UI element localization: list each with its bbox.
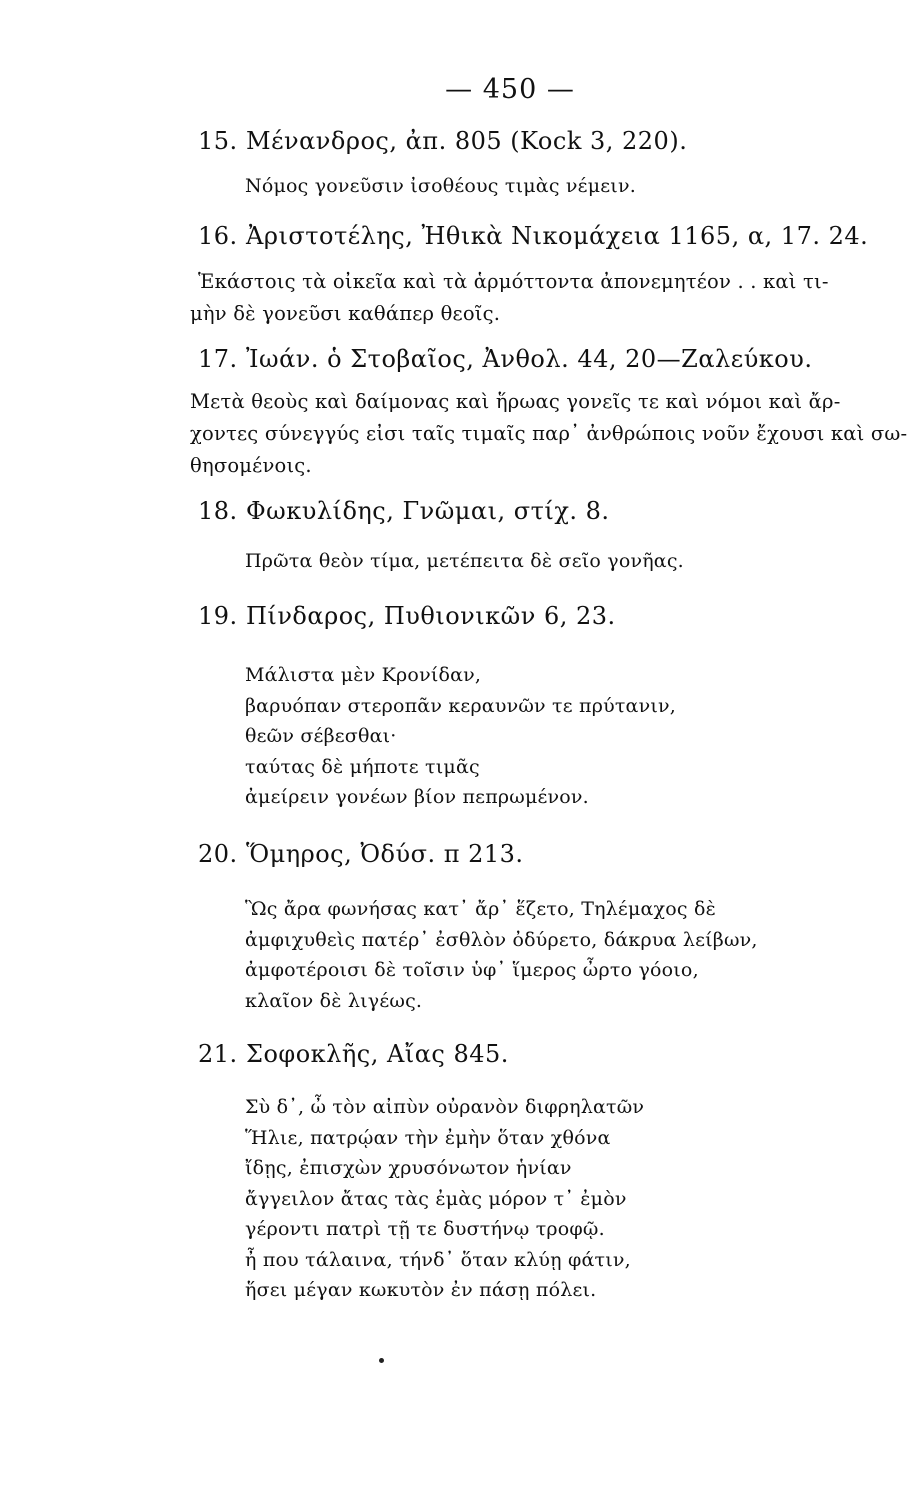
entry-number: 21. <box>198 1040 238 1068</box>
verse-line: ἀμείρειν γονέων βίον πεπρωμένον. <box>245 786 589 808</box>
verse-line: βαρυόπαν στεροπᾶν κεραυνῶν τε πρύτανιν, <box>245 694 676 717</box>
entry-number: 17. <box>198 345 238 373</box>
entry-number: 19. <box>198 602 238 630</box>
entry-source: Ἰωάν. ὁ Στοβαῖος, Ἀνθολ. 44, 20—Ζαλεύκου. <box>246 345 813 373</box>
quote-line: Ἑκάστοις τὰ οἰκεῖα καὶ τὰ ἁρμόττοντα ἀπονεμητέον . . καὶ τι- <box>198 270 829 293</box>
entry-source: Μένανδρος, ἀπ. 805 (Kock 3, 220). <box>246 127 688 155</box>
entry-number: 15. <box>198 127 238 155</box>
verse-line: Μάλιστα μὲν Κρονίδαν, <box>245 664 482 686</box>
verse-block <box>245 660 676 813</box>
entry-heading <box>198 840 524 868</box>
entry-source: Ἀριστοτέλης, Ἠθικὰ Νικομάχεια 1165, α, 17. 24. <box>246 222 869 250</box>
entry-heading <box>198 1040 509 1068</box>
verse-line: ταύτας δὲ μήποτε τιμᾶς <box>245 755 480 778</box>
verse-line: θεῶν σέβεσθαι· <box>245 725 397 747</box>
quote-line: χοντες σύνεγγύς εἰσι ταῖς τιμαῖς παρ᾽ ἀνθρώποις νοῦν ἔχουσι καὶ σω- <box>190 422 908 445</box>
entry-heading <box>198 127 687 155</box>
entry-source: Σοφοκλῆς, Αἴας 845. <box>246 1040 509 1068</box>
verse-line: Ἥλιε, πατρῴαν τὴν ἐμὴν ὅταν χθόνα <box>245 1126 611 1149</box>
entry-number: 16. <box>198 222 238 250</box>
entry-heading <box>198 602 616 630</box>
verse-line: γέροντι πατρὶ τῇ τε δυστήνῳ τροφῷ. <box>245 1218 605 1240</box>
verse-line: Σὺ δ᾽, ὦ τὸν αἰπὺν οὐρανὸν διφρηλατῶν <box>245 1096 645 1118</box>
quote-paragraph <box>190 386 908 482</box>
entry-source: Ὅμηρος, Ὀδύσ. π 213. <box>246 840 524 868</box>
entry-heading <box>198 222 868 250</box>
entry-number: 20. <box>198 840 238 868</box>
entry-source: Φωκυλίδης, Γνῶμαι, στίχ. 8. <box>246 497 610 525</box>
quote-line: Νόμος γονεῦσιν ἰσοθέους τιμὰς νέμειν. <box>245 175 636 197</box>
entry-heading <box>198 345 812 373</box>
verse-line: ἴδῃς, ἐπισχὼν χρυσόνωτον ἡνίαν <box>245 1157 572 1179</box>
verse-block <box>245 894 758 1016</box>
quote-line: Πρῶτα θεὸν τίμα, μετέπειτα δὲ σεῖο γονῆας. <box>245 550 684 572</box>
quote-line: μὴν δὲ γονεῦσι καθάπερ θεοῖς. <box>190 302 501 325</box>
verse-line: κλαῖον δὲ λιγέως. <box>245 989 423 1012</box>
verse-line: ἀμφιχυθεὶς πατέρ᾽ ἐσθλὸν ὀδύρετο, δάκρυα λείβων, <box>245 928 758 951</box>
entry-heading <box>198 497 610 525</box>
verse-line: ἥσει μέγαν κωκυτὸν ἐν πάσῃ πόλει. <box>245 1279 597 1301</box>
quote-line: Μετὰ θεοὺς καὶ δαίμονας καὶ ἥρωας γονεῖς τε καὶ νόμοι καὶ ἄρ- <box>190 390 841 413</box>
entry-number: 18. <box>198 497 238 525</box>
entry-source: Πίνδαρος, Πυθιονικῶν 6, 23. <box>246 602 616 630</box>
page-number: — 450 — <box>445 74 575 105</box>
verse-line: ἀμφοτέροισι δὲ τοῖσιν ὑφ᾽ ἵμερος ὦρτο γόοιο, <box>245 959 699 981</box>
ink-speck <box>379 1358 384 1363</box>
quote-paragraph <box>190 266 860 330</box>
verse-block <box>245 1092 644 1306</box>
verse-line: ἦ που τάλαινα, τήνδ᾽ ὅταν κλύῃ φάτιν, <box>245 1248 631 1271</box>
quote-line: θησομένοις. <box>190 454 312 477</box>
verse-line: ἄγγειλον ἄτας τὰς ἐμὰς μόρον τ᾽ ἐμὸν <box>245 1187 627 1210</box>
verse-line: Ὣς ἄρα φωνήσας κατ᾽ ἄρ᾽ ἕζετο, Τηλέμαχος δὲ <box>245 898 717 920</box>
